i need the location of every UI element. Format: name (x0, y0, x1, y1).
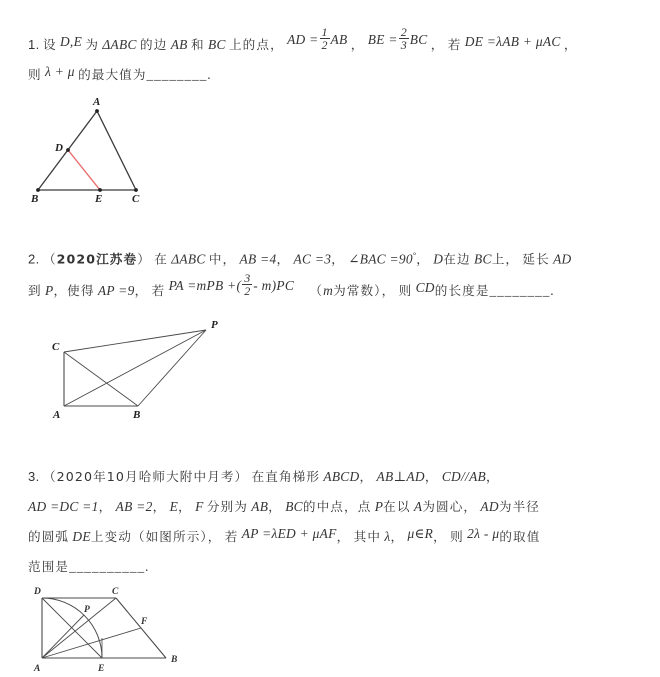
p1-period: . (207, 67, 211, 82)
p3-shape: ABCD (323, 469, 360, 484)
figure-triangle-abc (24, 94, 174, 204)
p3-condition-1: AB⊥AD (376, 469, 425, 484)
p1-formula-1 (287, 25, 347, 55)
figure-triangle-abc-svg (24, 94, 174, 204)
p2-l2-seg-d: 则 (398, 283, 413, 299)
p1-comma-1: ， (350, 37, 365, 52)
p2-l2-seg-a: 到 (28, 283, 42, 299)
p3-l4-seg-a: 范围是 (28, 559, 70, 574)
vertex-label-a: A (93, 96, 101, 108)
vertex-label-c: C (132, 193, 140, 204)
p3-comma-2: ， (424, 469, 439, 484)
p3-l2-seg-d: 为圆心， (422, 499, 478, 514)
p2-l2-seg-b: ，使得 (53, 283, 95, 299)
vertex-label-d: D (34, 587, 41, 597)
problem-3-line-3 (0, 522, 660, 552)
vertex-label-c: C (52, 341, 60, 353)
p1-l1-seg-d: 和 (190, 37, 205, 52)
problem-3-line-4 (0, 552, 660, 582)
p1-formula-2 (368, 25, 428, 55)
segment-bp (138, 330, 206, 406)
vertex-dot-d (66, 148, 70, 152)
problem-1-line-1 (0, 24, 660, 60)
p1-side-1: AB (170, 37, 188, 52)
p3-condition-2: CD//AB (441, 469, 487, 484)
problem-3-line-2 (0, 492, 660, 522)
problem-1 (0, 24, 660, 90)
p3-answer-blank[interactable]: __________ (69, 559, 146, 574)
p2-comma-1: ， (276, 251, 291, 267)
p2-note-variable: m (323, 283, 334, 299)
p3-point-e: E (169, 499, 179, 514)
problem-3-number: 3. (28, 469, 40, 484)
p3-l3-seg-a: 的圆弧 (28, 529, 70, 544)
vertex-dot-b (36, 188, 40, 192)
p1-l1-seg-e: 上的点， (228, 37, 284, 52)
p2-eq-ap: AP =9 (97, 283, 135, 299)
p1-l1-seg-b: 为 (85, 37, 100, 52)
p3-l3-seg-d: 其中 (353, 529, 382, 544)
problem-3-line-1 (0, 462, 660, 492)
p2-answer-blank[interactable]: ________ (489, 283, 551, 299)
problem-3 (0, 462, 660, 582)
p1-l2-seg-b: 的最大值为 (78, 67, 147, 82)
p2-l2-comma-1: ， (134, 283, 149, 299)
p3-center-a: A (413, 499, 423, 514)
triangle-side-ac (97, 111, 136, 190)
segment-de-highlight (68, 150, 100, 190)
p2-comma-3: ， (416, 251, 430, 267)
p2-paren-close: ） (137, 251, 151, 267)
p3-vector-formula: AP =λED + μAF (241, 526, 337, 541)
figure-trapezoid-abcd-svg (26, 582, 216, 674)
p1-l2-seg-a: 则 (28, 67, 42, 82)
vertex-label-b: B (31, 193, 39, 204)
p1-formula-2-lhs: BE = (367, 32, 398, 47)
p3-l2-comma-2: ， (152, 499, 167, 514)
p3-l2-comma-4: ， (268, 499, 282, 514)
p2-comma-2: ， (331, 251, 345, 267)
p3-comma-3: ， (486, 469, 500, 484)
p2-vector-formula (169, 269, 295, 303)
p1-comma-3: ， (563, 37, 578, 52)
p2-paren-open: （ (42, 251, 57, 267)
vertex-label-p: P (84, 605, 90, 615)
figure-trapezoid-abcd (26, 582, 216, 674)
p2-eq-2: AC =3 (293, 251, 332, 267)
p3-target-expression: 2λ - μ (467, 526, 500, 541)
p2-formula-mid: - m)PC (253, 278, 295, 294)
p1-formula-1-rhs: AB (330, 32, 348, 47)
p1-formula-1-numerator: 1 (321, 24, 328, 39)
p3-source: 2020年10月哈师大附中月考 (56, 469, 235, 484)
p2-degree-symbol: ° (412, 250, 417, 260)
p1-formula-1-denominator: 2 (321, 38, 328, 53)
vertex-label-b: B (133, 409, 141, 421)
p3-arc-de: DE (72, 529, 91, 544)
p3-l2-seg-a: 分别为 (206, 499, 248, 514)
vertex-label-f: F (141, 617, 148, 627)
p3-mu-condition: μ∈R (407, 526, 434, 541)
p1-formula-1-lhs: AD = (287, 32, 319, 47)
p1-triangle: ΔABC (102, 37, 137, 52)
p1-formula-2-numerator: 2 (400, 24, 407, 39)
p3-l2-comma-1: ， (98, 499, 113, 514)
p1-formula-1-fraction (320, 26, 330, 51)
vertex-label-e: E (98, 664, 105, 674)
p3-paren-close: ） (234, 469, 249, 484)
p2-l1-seg-c: 在边 (443, 251, 471, 267)
p3-radius-ad: AD (480, 499, 499, 514)
p2-side-bc: BC (473, 251, 492, 267)
p2-formula-denominator: 2 (244, 284, 251, 299)
p1-side-2: BC (207, 37, 226, 52)
problem-2 (0, 240, 660, 308)
p3-comma-1: ， (359, 469, 374, 484)
vertex-label-b: B (171, 655, 178, 665)
p2-period: . (550, 283, 554, 299)
p3-period: . (145, 559, 149, 574)
vertex-label-e: E (95, 193, 103, 204)
p2-formula-fraction (242, 272, 252, 297)
segment-ac (42, 598, 116, 658)
p1-formula-2-fraction (399, 26, 409, 51)
p1-comma-2: ， (430, 37, 445, 52)
vertex-label-p: P (211, 319, 218, 331)
p3-l3-seg-e: 则 (450, 529, 464, 544)
p3-point-f: F (195, 499, 204, 514)
p2-note-text: 为常数） (333, 283, 382, 299)
p2-l1-seg-a: 在 (154, 251, 168, 267)
problem-2-number: 2. (28, 251, 40, 267)
p1-l1-seg-a: 设 (42, 37, 57, 52)
vertex-label-a: A (53, 409, 61, 421)
p3-l2-seg-b: 的中点，点 (302, 499, 372, 514)
problem-1-line-2 (0, 60, 660, 90)
p1-formula-2-denominator: 3 (400, 38, 407, 53)
p3-l2-seg-c: 在以 (383, 499, 411, 514)
p3-paren-open: （ (42, 469, 57, 484)
p1-answer-blank[interactable]: ________ (146, 67, 208, 82)
p3-side-bc: BC (285, 499, 303, 514)
p2-l1-seg-f: AD (553, 251, 572, 267)
figure-right-triangle-p-svg (26, 316, 256, 422)
p1-points: D,E (59, 34, 83, 49)
p3-l3-comma-2: ， (390, 529, 405, 544)
problem-1-number: 1. (28, 37, 40, 52)
segment-cb (64, 352, 138, 406)
p3-eq-2: AB =2 (115, 499, 153, 514)
p2-eq-1: AB =4 (239, 251, 277, 267)
p2-formula-lhs: PA =mPB +( (168, 278, 242, 294)
problem-2-line-1 (0, 240, 660, 274)
p1-l1-seg-f: 若 (447, 37, 462, 52)
p2-l2-comma-2: ， (381, 283, 396, 299)
p1-l2-expr: λ + μ (45, 64, 75, 79)
p2-point-p: P (45, 283, 54, 299)
p3-side-ab: AB (251, 499, 269, 514)
p2-note-open: （ (309, 283, 324, 299)
figure-right-triangle-p (26, 316, 256, 422)
p3-l2-comma-3: ， (178, 499, 192, 514)
vertex-label-a: A (34, 664, 41, 674)
p2-l1-seg-d: 上， (491, 251, 520, 267)
p2-l2-seg-f: 的长度是 (434, 283, 490, 299)
p2-eq-3: ∠BAC =90 (348, 251, 413, 267)
p1-l1-seg-c: 的边 (140, 37, 168, 52)
p2-l1-seg-e: 延长 (522, 251, 550, 267)
p3-l3-comma-3: ， (433, 529, 447, 544)
vertex-dot-e (98, 188, 102, 192)
p2-l2-seg-c: 若 (151, 283, 166, 299)
p3-l2-seg-f: 为半径 (498, 499, 540, 514)
p2-triangle: ΔABC (171, 251, 206, 267)
p2-point-d: D (433, 251, 444, 267)
vertex-dot-c (134, 188, 138, 192)
p2-segment-cd: CD (415, 280, 435, 296)
p3-l3-comma-1: ， (336, 529, 351, 544)
vertex-label-c: C (112, 587, 119, 597)
p3-l3-seg-c: 若 (224, 529, 239, 544)
p2-formula-numerator: 3 (244, 271, 251, 286)
p3-l1-seg-a: 在直角梯形 (251, 469, 321, 484)
p3-l3-seg-f: 的取值 (499, 529, 541, 544)
p1-formula-3: DE =λAB + μAC (464, 34, 561, 49)
vertex-label-d: D (55, 142, 63, 154)
vertex-dot-a (95, 109, 99, 113)
p3-eq-1: AD =DC =1 (28, 499, 99, 514)
p3-point-p: P (374, 499, 384, 514)
p1-formula-2-rhs: BC (409, 32, 428, 47)
p2-source: 2020江苏卷 (56, 251, 138, 267)
problem-2-line-2 (0, 271, 660, 308)
p3-lambda: λ (384, 529, 391, 544)
p2-l1-seg-b: 中， (208, 251, 237, 267)
p3-l3-seg-b: 上变动（如图所示）， (90, 529, 222, 544)
